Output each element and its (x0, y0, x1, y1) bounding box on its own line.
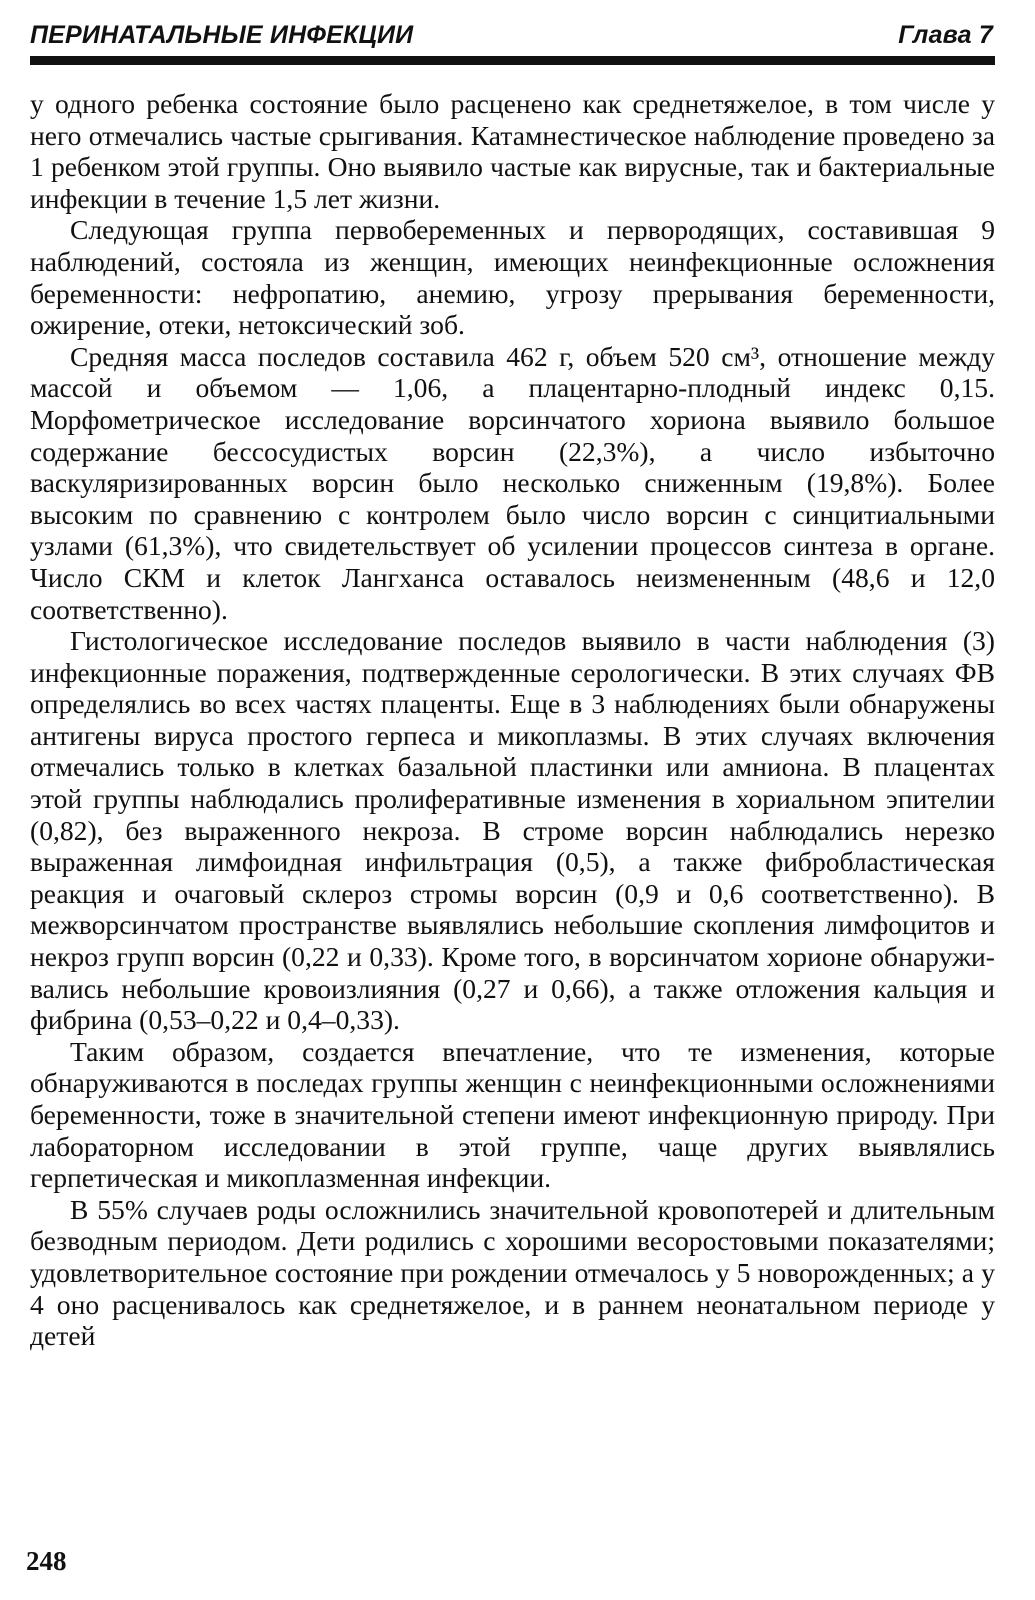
body-text (30, 88, 995, 1352)
running-title: ПЕРИНАТАЛЬНЫЕ ИНФЕКЦИИ (30, 21, 414, 49)
paragraph: Таким образом, создается впечатление, что те изменения, которые обнаруживаются в последах группы женщин с неинфекционными осложнениями беременности, тоже в значительной степени имеют инфекционную природу. При лабораторном исследовании в этой группе, чаще других выявлялись герпетическая и микоплазменная инфекции. (30, 1035, 995, 1194)
chapter-label: Глава 7 (898, 21, 993, 49)
paragraph: В 55% случаев роды осложнились значительной кровопотерей и длительным безводным периодом. Дети родились с хорошими весоростовыми показателями; удовлетворительное состояние при рождении отмечалось у 5 новорожденных; а у 4 оно расценивалось как среднетяжелое, и в раннем неонатальном периоде у детей (30, 1193, 995, 1352)
paragraph: Следующая группа первобеременных и первородящих, составившая 9 наблюдений, состояла из женщин, имеющих неинфекционные осложнения беременности: нефропатию, анемию, угрозу прерывания беременности, ожирение, отеки, нетоксический зоб. (30, 214, 995, 341)
paragraph: Средняя масса последов составила 462 г, объем 520 см³, отношение между массой и объемом — 1,06, а плацентарно-плодный индекс 0,15. Морфометрическое исследование ворсинчатого хориона выявило большое содержание бессосудистых ворсин (22,3%), а число избыточно васкуляризированных ворсин было несколько сниженным (19,8%). Более высоким по сравнению с контролем было число ворсин с синцитиальными узлами (61,3%), что свидетельствует об усилении процессов синтеза в органе. Число СКМ и клеток Лангханса оставалось неизмененным (48,6 и 12,0 соответственно). (30, 340, 995, 625)
paragraph-continued: у одного ребенка состояние было расценено как среднетяжелое, в том числе у него отмечались частые срыгивания. Катамнестическое наблюдение проведено за 1 ребенком этой группы. Оно выявило частые как вирусные, так и бактериальные инфекции в течение 1,5 лет жизни. (30, 88, 995, 214)
page-number: 248 (26, 1546, 67, 1576)
running-header (30, 16, 993, 50)
paragraph: Гистологическое исследование последов выявило в части наблюдения (3) инфекционные поражения, подтвержденные серологически. В этих случаях ФВ определялись во всех частях плаценты. Еще в 3 наблюдениях были обнаружены антигены вируса простого герпеса и микоплазмы. В этих случаях включения отмечались только в клетках базальной пластинки или амниона. В плацентах этой группы наблюдались пролиферативные изменения в хориальном эпителии (0,82), без выраженного некроза. В строме ворсин наблюдались нерезко выраженная лимфоидная инфильтрация (0,5), а также фибробластическая реакция и очаговый склероз стромы ворсин (0,9 и 0,6 соответственно). В межворсинчатом пространстве выявлялись небольшие скопления лимфоцитов и некроз групп ворсин (0,22 и 0,33). Кроме того, в ворсинчатом хорионе обнаруживались небольшие кровоизлияния (0,27 и 0,66), а также отложения кальция и фибрина (0,53–0,22 и 0,4–0,33). (30, 625, 995, 1036)
header-rule (30, 56, 995, 65)
